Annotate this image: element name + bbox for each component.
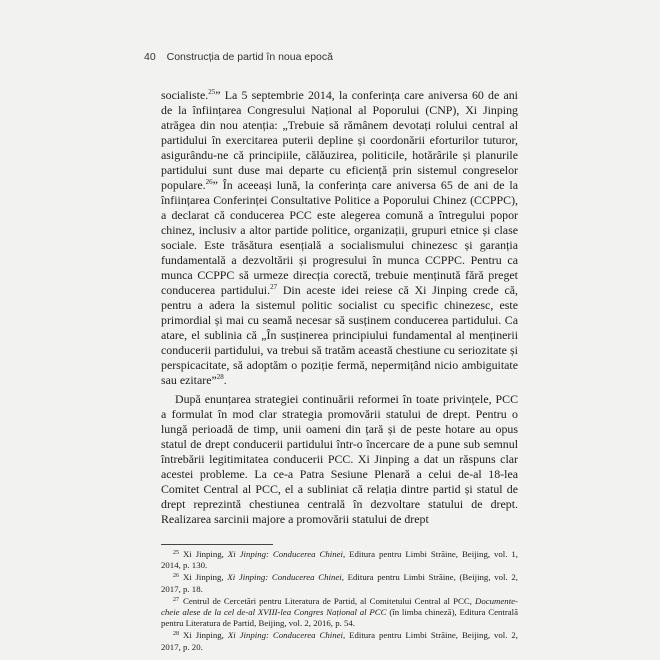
- page-number: 40: [144, 51, 156, 63]
- footnote-text: Xi Jinping,: [183, 549, 228, 559]
- text-run: ” La 5 septembrie 2014, la conferința care aniversa 60 de ani de la înființarea Congresului Național al Poporului (CNP), Xi Jinping atrăgea din nou atenția: „Trebuie să rămânem devotați rolului central al partidului în exercitarea puterii depline și coordonării eforturilor tuturor, asigurându-ne că principiile, călăuzirea, politicile, hotărârile și planurile partidului sunt duse mai departe cu eficiență prin sistemul congreselor populare.: [161, 88, 518, 192]
- footnote-27: [161, 595, 518, 630]
- footnote-text: Xi Jinping,: [183, 630, 228, 641]
- footnote-title: Xi Jinping: Conducerea Chinei: [227, 549, 343, 559]
- footnote-title: Xi Jinping: Conducerea Chinei: [227, 630, 343, 641]
- text-run: .: [223, 373, 227, 387]
- footnote-text: , Editura pentru Limbi Străine, (Beijing, vol. 2, 2017, p. 18.: [161, 572, 518, 594]
- running-header: [144, 51, 333, 63]
- footnote-number: 27: [173, 596, 179, 603]
- paragraph-2: După enunțarea strategiei continuării reformei în toate privințele, PCC a formulat în mod clar strategia promovării statului de drept. Pentru o lungă perioadă de timp, unii oameni din țară și de peste hotare au opus statul de drept conducerii partidului într-o încercare de a pune sub semnul întrebării legitimitatea conducerii PCC. Xi Jinping a dat un răspuns clar acestei probleme. La ce-a Patra Sesiune Plenară a celui de-al 18-lea Comitet Central al PCC, el a subliniat că relația dintre partid și statul de drept reprezintă chestiunea centrală în dezvoltare statului de drept. Realizarea sarcinii majore a promovării statului de drept: [161, 392, 518, 526]
- footnote-26: [161, 571, 518, 594]
- text-run: socialiste.: [161, 88, 209, 102]
- footnote-ref-27: 27: [270, 283, 278, 292]
- footnote-number: 28: [173, 631, 179, 638]
- text-run: Din aceste idei reiese că Xi Jinping crede că, pentru a adera la sistemul politic socialist cu specific chinezesc, este primordial și mai cu seamă necesar să susținem conducerea partidului. Ca atare, el sublinia că „În susținerea principiului fundamental al menținerii conducerii partidului, va trebui să tratăm această chestiune cu seriozitate și perspicacitate, să adoptăm o poziție fermă, nepermițând nicio ambiguitate sau ezitare”: [161, 283, 518, 387]
- footnote-text: , Editura pentru Limbi Străine, Beijing, vol. 1, 2014, p. 130.: [161, 549, 518, 571]
- running-title: Construcția de partid în noua epocă: [166, 51, 333, 63]
- text-run: ” În aceeași lună, la conferința care aniversa 65 de ani de la înființarea Conferinței Consultative Politice a Poporului Chinez (CCPPC), a declarat că conducerea PCC este alegerea comună a întregului popor chinez, inclusiv a altor partide politice, organizații, grupuri etnice și clase sociale. Este trăsătura esențială a socialismului chinezesc și garanția fundamentală a dezvoltării și progresului în munca CCPPC. Pentru ca munca CCPPC să urmeze direcția corectă, trebuie menținută fără preget conducerea partidului.: [161, 178, 518, 297]
- footnote-28: [161, 629, 518, 652]
- footnote-title: Xi Jinping: Conducerea Chinei: [227, 572, 342, 583]
- body-text: [161, 88, 518, 527]
- footnote-text: Xi Jinping,: [183, 572, 228, 583]
- footnote-number: 25: [173, 550, 179, 556]
- footnote-text: Centrul de Cercetări pentru Literatura de Partid, al Comitetului Central al PCC,: [183, 595, 475, 606]
- footnotes: [161, 548, 518, 653]
- footnote-number: 26: [173, 573, 179, 580]
- footnote-ref-28: 28: [216, 373, 224, 382]
- footnote-title: Documente-cheie alese de la cel de-al XVIII-lea Congres Național al PCC: [161, 595, 518, 618]
- footnote-ref-26: 26: [205, 178, 213, 187]
- footnote-ref-25: 25: [208, 88, 216, 97]
- footnote-text: , Editura pentru Limbi Străine, Beijing, vol. 2, 2017, p. 20.: [161, 630, 518, 652]
- footnote-separator: [161, 544, 273, 545]
- paragraph-1: [161, 88, 518, 388]
- footnote-text: (în limba chineză), Editura Centrală pentru Literatura de Partid, Beijing, vol. 2, 2016, p. 54.: [161, 607, 518, 629]
- footnote-25: [161, 548, 518, 571]
